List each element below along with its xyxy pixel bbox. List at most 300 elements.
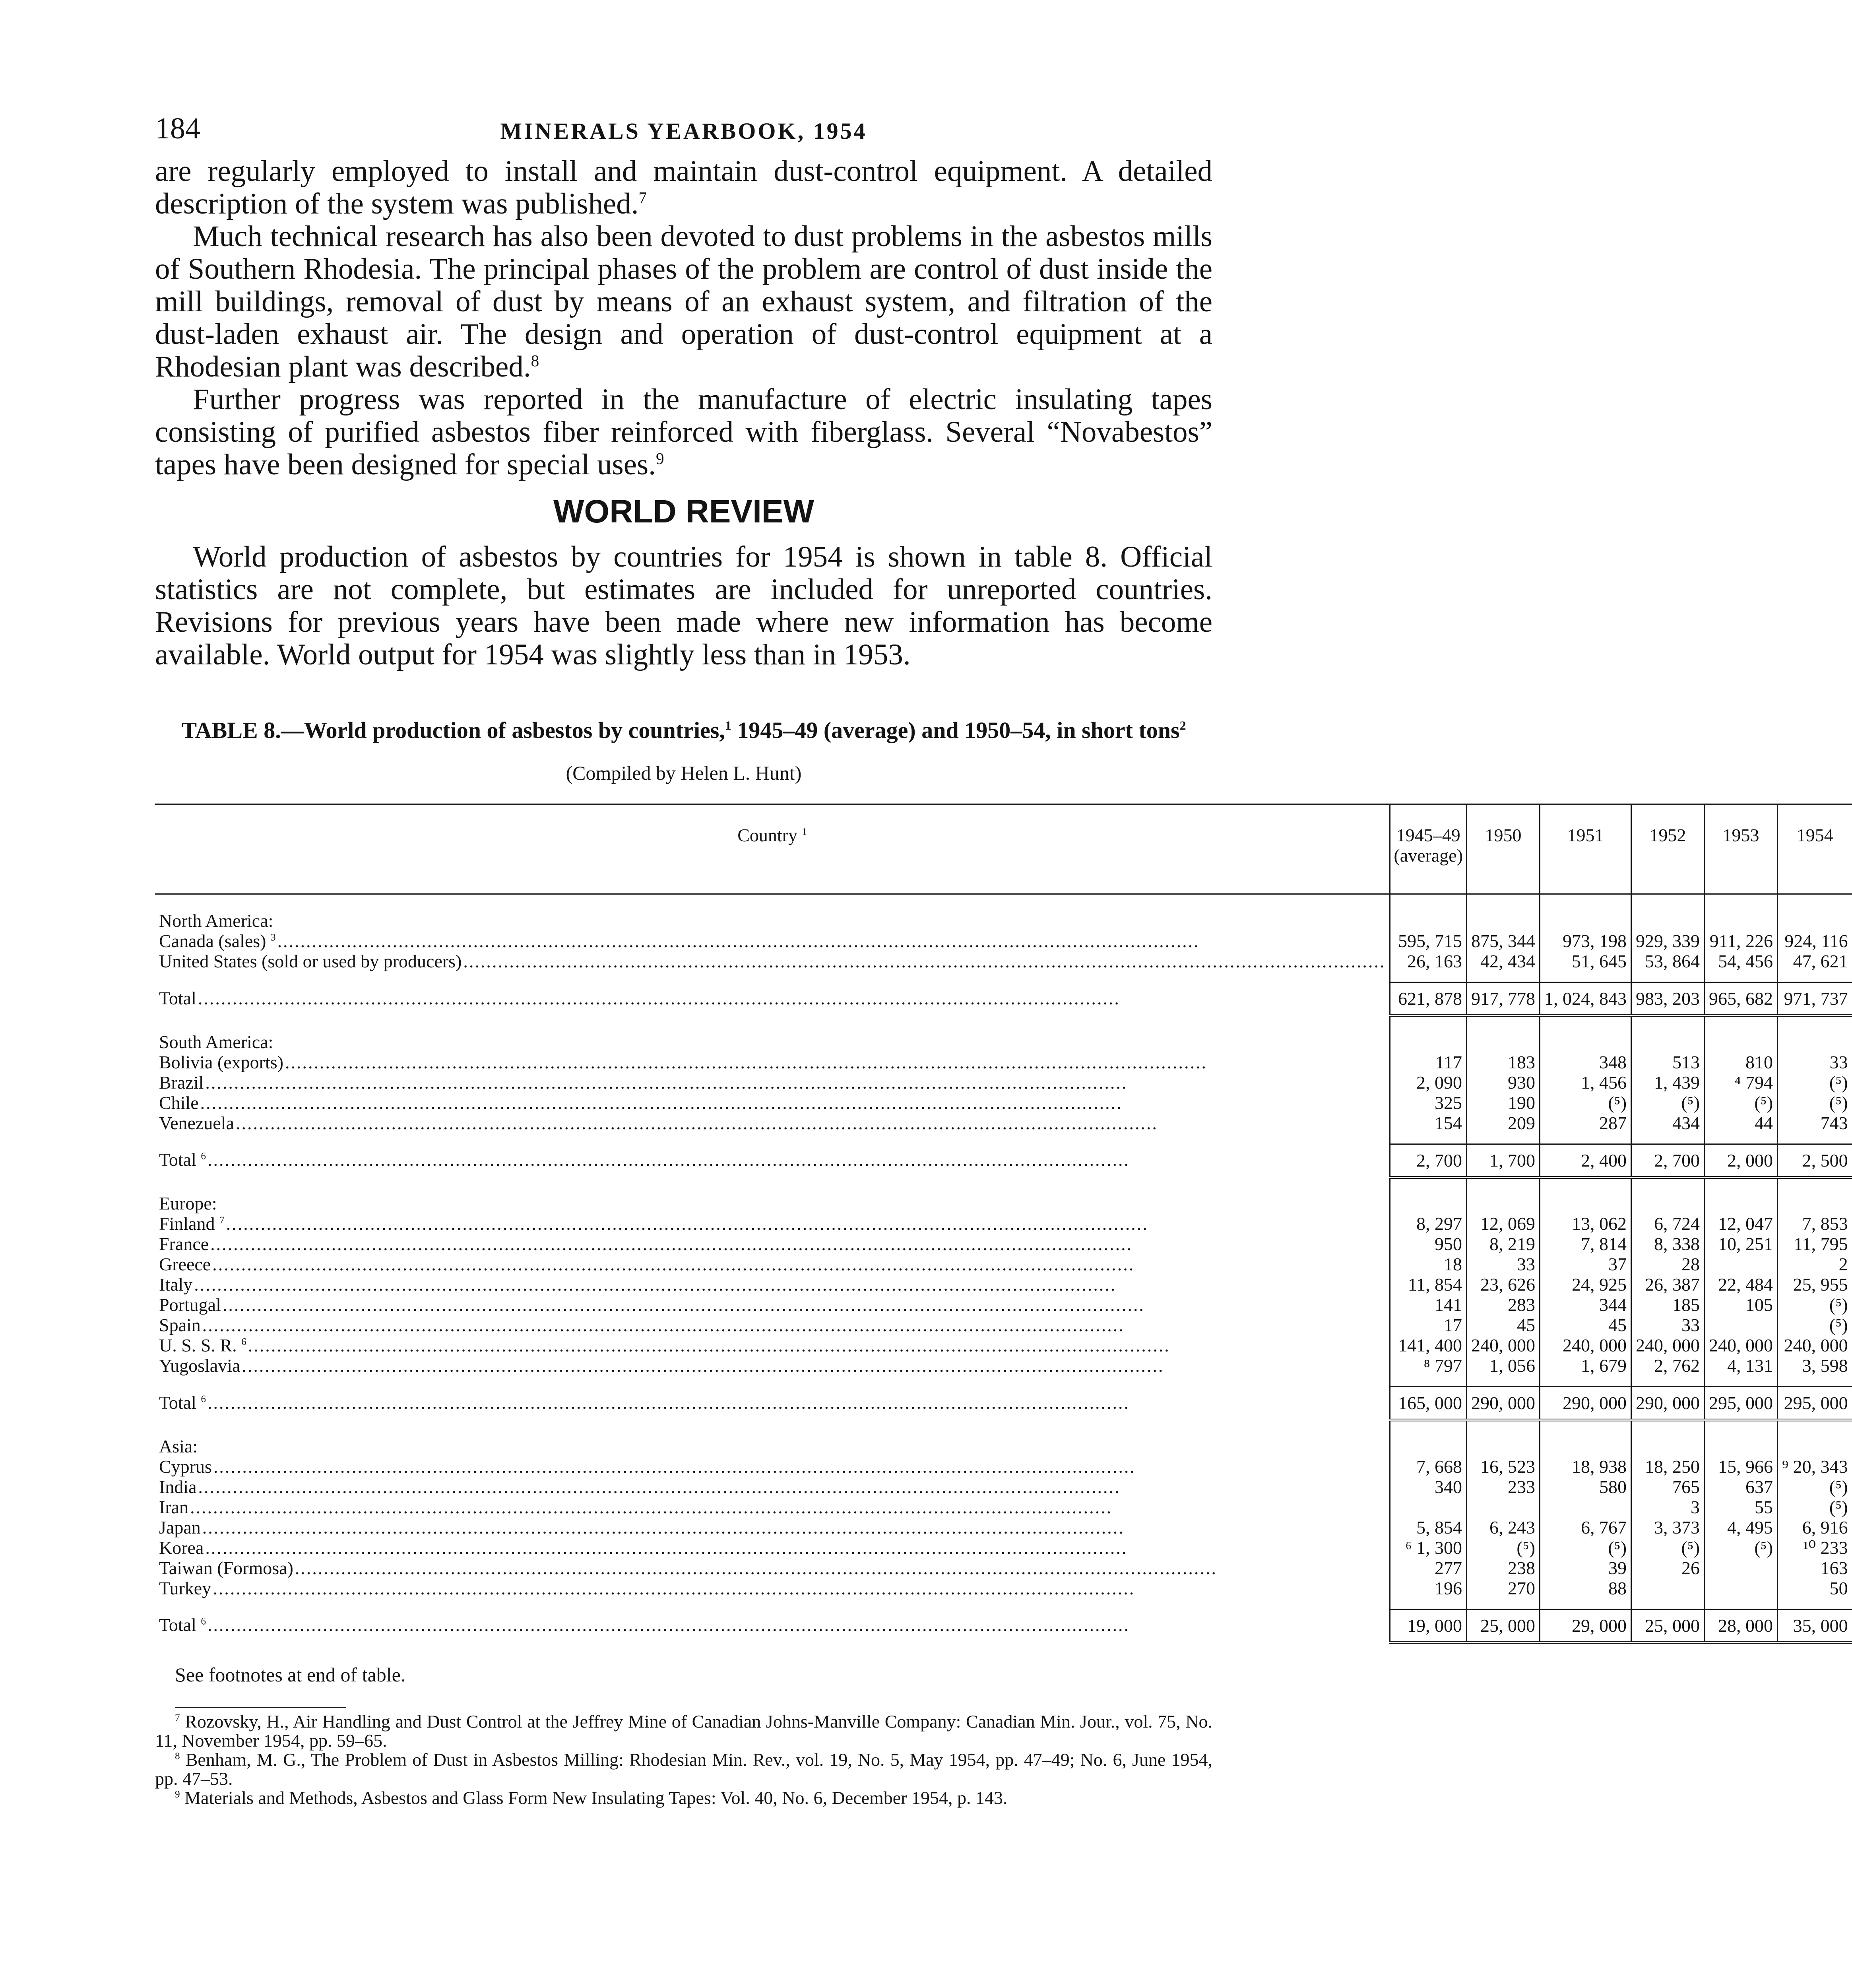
value-cell [1467,1497,1540,1517]
table-row [155,1093,1852,1113]
region-name: South America: [159,1031,273,1052]
value-cell: 12, 069 [1467,1213,1540,1234]
empty-cell [1390,1177,1467,1213]
table-row [155,1517,1852,1538]
value-cell: 33 [1467,1254,1540,1274]
value-cell: 929, 339 [1631,931,1705,951]
value-cell: 37 [1540,1254,1631,1274]
leader-dots: ................................................................................................................................................................ [285,1052,1207,1072]
total-value-cell: 621, 878 [1390,982,1467,1016]
country-name [159,1517,201,1538]
country-label [159,1234,1385,1254]
value-cell: 340 [1390,1477,1467,1497]
country-text: Canada (sales) [159,931,266,951]
world-review-paragraph: World production of asbestos by countries for 1954 is shown in table 8. Official statistics are not complete, but estimates are included for unreported countries. Revisions for previous years have been made where new information has become available. World output for 1954 was slightly less than in 1953. [155,540,1212,671]
country-text: Brazil [159,1072,204,1093]
table-row [155,1335,1852,1355]
total-value-cell: 35, 000 [1778,1609,1852,1642]
empty-cell [1778,894,1852,931]
country-label [159,1615,1385,1635]
country-label [159,1295,1385,1315]
country-label [159,1093,1385,1113]
country-name [159,1615,206,1635]
country-cell [155,982,1390,1016]
empty-cell [1631,894,1705,931]
value-cell: 6, 724 [1631,1213,1705,1234]
empty-cell [1467,1177,1540,1213]
total-row [155,1609,1852,1642]
country-text: Bolivia (exports) [159,1052,283,1072]
country-label [159,1558,1385,1578]
country-text: Spain [159,1315,201,1335]
country-label [159,1335,1385,1355]
value-cell: 238 [1467,1558,1540,1578]
spacer-cell [1705,1133,1778,1144]
country-label [159,1149,1385,1170]
page [155,103,1848,1808]
value-cell: 33 [1631,1315,1705,1335]
value-cell: 117 [1390,1052,1467,1072]
total-value-cell: 1, 024, 843 [1540,982,1631,1016]
spacer-cell [1778,1376,1852,1387]
spacer-cell [1467,1376,1540,1387]
value-cell: 875, 344 [1467,931,1540,951]
leader-dots: ................................................................................................................................................................ [205,1537,1128,1558]
country-name [159,1113,234,1133]
empty-cell [1540,894,1631,931]
spacer-cell [1540,1133,1631,1144]
empty-cell [1705,894,1778,931]
value-cell: 348 [1540,1052,1631,1072]
country-name [159,951,462,971]
empty-cell [1390,894,1467,931]
value-cell: 270 [1467,1578,1540,1598]
country-cell [155,1093,1390,1113]
table-row [155,1315,1852,1335]
leader-dots: ................................................................................................................................................................ [208,1392,1130,1413]
country-cell [155,1609,1390,1642]
value-cell: 6, 767 [1540,1517,1631,1538]
country-name [159,1234,209,1254]
spacer-cell [1540,971,1631,982]
value-cell: (⁵) [1705,1538,1778,1558]
region-row [155,1420,1852,1456]
country-text: Greece [159,1254,211,1274]
value-cell [1705,1254,1778,1274]
value-cell: 1, 439 [1631,1072,1705,1093]
country-label [159,1113,1385,1133]
value-cell: 3, 598 [1778,1355,1852,1376]
spacer-cell [1631,971,1705,982]
value-cell: ⁴ 794 [1705,1072,1778,1093]
value-cell: (⁵) [1467,1538,1540,1558]
empty-cell [1778,1177,1852,1213]
country-name [159,1093,199,1113]
value-cell: 240, 000 [1705,1335,1778,1355]
leader-dots: ................................................................................................................................................................ [194,1274,1117,1295]
country-label [159,1477,1385,1497]
empty-cell [1467,1420,1540,1456]
value-cell: 13, 062 [1540,1213,1631,1234]
country-name [159,1477,197,1497]
spacer-cell [1631,1598,1705,1609]
table-compiled-by: (Compiled by Helen L. Hunt) [566,762,802,784]
country-text: Cyprus [159,1456,212,1477]
country-label [159,1274,1385,1295]
region-row [155,1177,1852,1213]
table-row [155,1072,1852,1093]
country-cell [155,1558,1390,1578]
country-cell [155,1477,1390,1497]
value-cell: 42, 434 [1467,951,1540,971]
value-cell: 45 [1467,1315,1540,1335]
value-cell: 1, 679 [1540,1355,1631,1376]
value-cell: (⁵) [1778,1072,1852,1093]
footnote-rule [175,1707,346,1708]
spacer-cell [1390,971,1467,982]
value-cell: 163 [1778,1558,1852,1578]
country-label [159,1315,1385,1335]
country-cell [155,951,1390,971]
country-label [159,1355,1385,1376]
country-text: Japan [159,1517,201,1538]
total-row [155,1387,1852,1420]
empty-cell [1778,1016,1852,1052]
value-cell: 8, 297 [1390,1213,1467,1234]
table-row [155,1274,1852,1295]
value-cell: 973, 198 [1540,931,1631,951]
value-cell: 240, 000 [1631,1335,1705,1355]
value-cell: 23, 626 [1467,1274,1540,1295]
value-cell: 8, 219 [1467,1234,1540,1254]
spacer-cell [155,1598,1390,1609]
country-text: Portugal [159,1295,221,1315]
header-1950: 1950 [1467,804,1540,894]
value-cell: 637 [1705,1477,1778,1497]
value-cell: 743 [1778,1113,1852,1133]
value-cell: (⁵) [1778,1295,1852,1315]
leader-dots: ................................................................................................................................................................ [198,988,1120,1008]
value-cell: 344 [1540,1295,1631,1315]
country-footnote-ref: 6 [201,1150,206,1162]
country-name [159,1274,192,1295]
country-text: Chile [159,1092,199,1113]
empty-cell [1631,1420,1705,1456]
table-row [155,1213,1852,1234]
country-text: India [159,1476,197,1497]
country-label [159,1517,1385,1538]
value-cell: 141, 400 [1390,1335,1467,1355]
value-cell: ⁶ 1, 300 [1390,1538,1467,1558]
value-cell: (⁵) [1631,1093,1705,1113]
value-cell: ⁹ 20, 343 [1778,1456,1852,1477]
value-cell: 209 [1467,1113,1540,1133]
leader-dots: ................................................................................................................................................................ [213,1456,1136,1477]
body-paragraph: Further progress was reported in the manufacture of electric insulating tapes consisting of purified asbestos fiber reinforced with fiberglass. Several “Novabestos” tapes have been designed for special uses.$^9$ [155,383,1212,481]
section-heading: WORLD REVIEW [553,493,814,530]
value-cell: 1, 056 [1467,1355,1540,1376]
country-footnote-ref: 7 [219,1214,225,1226]
empty-cell [1705,1177,1778,1213]
country-text: Korea [159,1537,204,1558]
country-text: Turkey [159,1578,211,1598]
country-name [159,1456,212,1477]
table-row [155,1234,1852,1254]
leader-dots: ................................................................................................................................................................ [200,1092,1123,1113]
value-cell: 4, 495 [1705,1517,1778,1538]
total-value-cell: 917, 778 [1467,982,1540,1016]
value-cell: 51, 645 [1540,951,1631,971]
country-name [159,1072,204,1093]
value-cell: 3 [1631,1497,1705,1517]
running-head [155,103,1212,155]
leader-dots: ................................................................................................................................................................ [198,1476,1121,1497]
table-row [155,1477,1852,1497]
table-row [155,951,1852,971]
country-name [159,1213,225,1234]
value-cell: (⁵) [1631,1538,1705,1558]
country-name [159,1392,206,1413]
value-cell: 2, 762 [1631,1355,1705,1376]
country-footnote-ref: 3 [271,932,276,943]
value-cell: 1, 456 [1540,1072,1631,1093]
spacer-cell [1540,1376,1631,1387]
country-name [159,1335,246,1355]
value-cell: 33 [1778,1052,1852,1072]
country-text: Venezuela [159,1112,234,1133]
value-cell: 28 [1631,1254,1705,1274]
country-cell [155,1113,1390,1133]
spacer-cell [1467,971,1540,982]
value-cell: 8, 338 [1631,1234,1705,1254]
country-name [159,988,196,1008]
value-cell: 25, 955 [1778,1274,1852,1295]
country-cell [155,1254,1390,1274]
value-cell: (⁵) [1778,1497,1852,1517]
total-value-cell: 965, 682 [1705,982,1778,1016]
value-cell: 287 [1540,1113,1631,1133]
spacer-cell [1631,1376,1705,1387]
empty-cell [1540,1016,1631,1052]
region-name: Asia: [159,1436,198,1456]
leader-dots: ................................................................................................................................................................ [277,931,1200,951]
value-cell: 185 [1631,1295,1705,1315]
production-table [155,804,1852,1644]
country-cell [155,1517,1390,1538]
value-cell: 580 [1540,1477,1631,1497]
value-cell: 44 [1705,1113,1778,1133]
header-1953: 1953 [1705,804,1778,894]
leader-dots: ................................................................................................................................................................ [226,1213,1148,1234]
value-cell: 22, 484 [1705,1274,1778,1295]
country-cell [155,1072,1390,1093]
total-value-cell: 165, 000 [1390,1387,1467,1420]
country-cell [155,1234,1390,1254]
value-cell: 240, 000 [1467,1335,1540,1355]
value-cell: 16, 523 [1467,1456,1540,1477]
empty-cell [1467,1016,1540,1052]
spacer-cell [1467,1133,1540,1144]
table-row [155,1355,1852,1376]
leader-dots: ................................................................................................................................................................ [208,1615,1130,1635]
value-cell: 2, 090 [1390,1072,1467,1093]
country-label [159,1072,1385,1093]
spacer-cell [1390,1133,1467,1144]
table-body [155,894,1852,1643]
leader-dots: ................................................................................................................................................................ [202,1517,1125,1538]
total-value-cell: 2, 400 [1540,1144,1631,1177]
country-cell [155,1052,1390,1072]
total-value-cell: 29, 000 [1540,1609,1631,1642]
header-1952: 1952 [1631,804,1705,894]
total-value-cell: 28, 000 [1705,1609,1778,1642]
country-cell [155,1144,1390,1177]
country-label [159,988,1385,1008]
value-cell: 190 [1467,1093,1540,1113]
spacer-cell [1390,1598,1467,1609]
spacer-cell [1705,1376,1778,1387]
country-text: Total [159,1149,196,1170]
value-cell: 3, 373 [1631,1517,1705,1538]
country-cell [155,1578,1390,1598]
total-row [155,1144,1852,1177]
table-row [155,1456,1852,1477]
value-cell: 325 [1390,1093,1467,1113]
value-cell: 39 [1540,1558,1631,1578]
spacer-cell [1631,1133,1705,1144]
table-header-row [155,804,1852,894]
value-cell: 595, 715 [1390,931,1467,951]
total-value-cell: 19, 000 [1390,1609,1467,1642]
total-value-cell: 290, 000 [1631,1387,1705,1420]
country-label [159,1538,1385,1558]
body-paragraph: are regularly employed to install and maintain dust-control equipment. A detailed description of the system was published.$^7$ [155,155,1212,220]
country-cell [155,1456,1390,1477]
value-cell: 240, 000 [1778,1335,1852,1355]
region-name: Europe: [159,1193,217,1213]
empty-cell [1705,1420,1778,1456]
spacer-row [155,1598,1852,1609]
leader-dots: ................................................................................................................................................................ [295,1557,1217,1578]
value-cell: 930 [1467,1072,1540,1093]
value-cell: 50 [1778,1578,1852,1598]
spacer-cell [1467,1598,1540,1609]
value-cell: (⁵) [1540,1538,1631,1558]
value-cell: 11, 854 [1390,1274,1467,1295]
value-cell: 18, 938 [1540,1456,1631,1477]
footnote: $^9$ Materials and Methods, Asbestos and Glass Form New Insulating Tapes: Vol. 40, No. 6, December 1954, p. 143. [175,1787,1008,1808]
country-cell [155,1538,1390,1558]
spacer-cell [1705,971,1778,982]
value-cell: (⁵) [1705,1093,1778,1113]
header-1951: 1951 [1540,804,1631,894]
total-value-cell: 25, 000 [1467,1609,1540,1642]
value-cell: 6, 916 [1778,1517,1852,1538]
country-text: Yugoslavia [159,1355,240,1376]
country-cell [155,1355,1390,1376]
footnote: $^7$ Rozovsky, H., Air Handling and Dust Control at the Jeffrey Mine of Canadian Johns-Manville Company: Canadian Min. Jour., vol. 75, No. 11, November 1954, pp. 59–65. [155,1711,1213,1751]
value-cell: 911, 226 [1705,931,1778,951]
value-cell: 26, 163 [1390,951,1467,971]
country-text: United States (sold or used by producers) [159,951,462,971]
spacer-cell [1390,1376,1467,1387]
country-cell [155,1335,1390,1355]
table-row [155,1052,1852,1072]
country-cell [155,1213,1390,1234]
country-label [159,1052,1385,1072]
empty-cell [1390,1420,1467,1456]
total-value-cell: 1, 700 [1467,1144,1540,1177]
value-cell: ⁸ 797 [1390,1355,1467,1376]
value-cell: 11, 795 [1778,1234,1852,1254]
value-cell: 55 [1705,1497,1778,1517]
total-value-cell: 2, 500 [1778,1144,1852,1177]
value-cell: 7, 668 [1390,1456,1467,1477]
empty-cell [1778,1420,1852,1456]
value-cell [1390,1497,1467,1517]
value-cell: 2 [1778,1254,1852,1274]
country-label [159,1497,1385,1517]
value-cell: 240, 000 [1540,1335,1631,1355]
empty-cell [1631,1177,1705,1213]
value-cell: 513 [1631,1052,1705,1072]
value-cell [1540,1497,1631,1517]
empty-cell [1631,1016,1705,1052]
total-value-cell: 2, 000 [1705,1144,1778,1177]
country-name [159,1295,221,1315]
country-name [159,1149,206,1170]
country-text: U. S. S. R. [159,1335,237,1355]
value-cell: 17 [1390,1315,1467,1335]
value-cell: (⁵) [1778,1477,1852,1497]
value-cell: 18 [1390,1254,1467,1274]
leader-dots: ................................................................................................................................................................ [208,1149,1130,1170]
table-row [155,1578,1852,1598]
spacer-cell [1778,1598,1852,1609]
country-name [159,931,276,951]
value-cell [1705,1558,1778,1578]
table-row [155,1113,1852,1133]
country-name [159,1538,204,1558]
total-value-cell: 290, 000 [1467,1387,1540,1420]
country-name [159,1254,211,1274]
running-title: MINERALS YEARBOOK, 1954 [500,118,867,144]
value-cell: 4, 131 [1705,1355,1778,1376]
country-label [159,951,1385,971]
empty-cell [1467,894,1540,931]
footnote: $^8$ Benham, M. G., The Problem of Dust in Asbestos Milling: Rhodesian Min. Rev., vol. 19, No. 5, May 1954, pp. 47–49; No. 6, June 1954, pp. 47–53. [155,1749,1212,1789]
leader-dots: ................................................................................................................................................................ [222,1295,1145,1315]
value-cell: 283 [1467,1295,1540,1315]
value-cell: 141 [1390,1295,1467,1315]
country-name [159,1355,240,1376]
country-text: France [159,1234,209,1254]
value-cell: 6, 243 [1467,1517,1540,1538]
country-label [159,1578,1385,1598]
header-country: Country $^1$ [155,804,1390,894]
empty-cell [1540,1177,1631,1213]
region-name: North America: [159,911,273,931]
header-1945-49: 1945–49 (average) [1390,804,1467,894]
total-value-cell: 983, 203 [1631,982,1705,1016]
value-cell: 12, 047 [1705,1213,1778,1234]
total-value-cell: 971, 737 [1778,982,1852,1016]
value-cell: 53, 864 [1631,951,1705,971]
value-cell: 277 [1390,1558,1467,1578]
spacer-cell [1778,1133,1852,1144]
value-cell [1631,1578,1705,1598]
table-row [155,1254,1852,1274]
